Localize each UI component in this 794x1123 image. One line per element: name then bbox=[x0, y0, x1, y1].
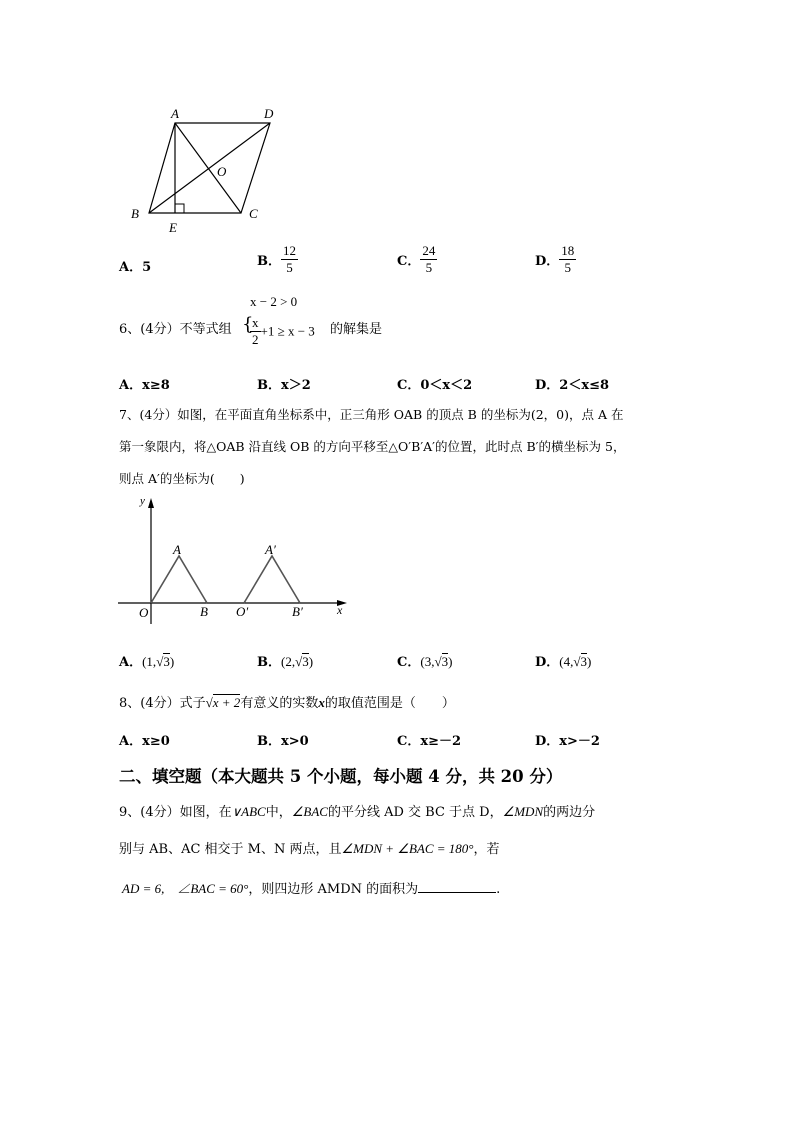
q9-line3: AD = 6, ∠BAC = 60°，则四边形 AMDN 的面积为 . bbox=[122, 881, 501, 897]
q6-option-c[interactable]: C．0＜x＜2 bbox=[397, 378, 473, 393]
coordinate-figure bbox=[118, 492, 352, 632]
q9-line2: 别与 AB、AC 相交于 M、N 两点，且∠MDN + ∠BAC = 180°，若 bbox=[119, 841, 500, 857]
label-a-prime: A′ bbox=[265, 542, 276, 557]
right-angle-mark bbox=[175, 204, 184, 213]
section2-heading: 二、填空题（本大题共 5 个小题，每小题 4 分，共 20 分） bbox=[119, 767, 563, 786]
q7-option-a[interactable]: A．(1,√3) bbox=[119, 654, 175, 670]
parallelogram-figure bbox=[125, 102, 285, 234]
label-o: O bbox=[139, 605, 149, 620]
q8-option-b[interactable]: B．x>0 bbox=[257, 734, 309, 749]
q5-option-c[interactable]: C． $\frac{24}{5}$ bbox=[397, 243, 436, 275]
fraction: $\frac{24}{5}$ bbox=[422, 243, 436, 275]
q8-option-a[interactable]: A．x≥0 bbox=[119, 734, 170, 749]
diagonal-bd bbox=[149, 123, 270, 213]
q6-option-a[interactable]: A．x≥8 bbox=[119, 378, 170, 393]
q6-brace: { bbox=[242, 314, 254, 335]
q5-option-b[interactable]: B． $\frac{12}{5}$ bbox=[257, 243, 296, 275]
q6-system-line1: x − 2 > 0 bbox=[250, 294, 298, 309]
label-x: x bbox=[337, 603, 343, 617]
label-b-prime: B′ bbox=[292, 604, 303, 619]
label-y: y bbox=[140, 495, 145, 507]
q9-line1: 9、(4分）如图，在∨ABC中，∠BAC的平分线 AD 交 BC 于点 D，∠MDN的两边分 bbox=[119, 804, 596, 820]
label-b: B bbox=[131, 206, 139, 221]
q6-prefix: 6、(4分）不等式组 bbox=[119, 322, 232, 337]
q7-line1: 7、(4分）如图，在平面直角坐标系中，正三角形 OAB 的顶点 B 的坐标为(2，0)，点 A 在 bbox=[119, 407, 624, 422]
y-axis-arrow bbox=[148, 498, 154, 508]
label-a: A bbox=[173, 542, 181, 557]
fraction: $\frac{18}{5}$ bbox=[561, 243, 575, 275]
q7-option-c[interactable]: C．(3,√3) bbox=[397, 654, 453, 670]
q7-line2: 第一象限内，将△OAB 沿直线 OB 的方向平移至△O′B′A′的位置，此时点 B′的横坐标为 5， bbox=[119, 439, 626, 454]
sqrt-symbol: √ bbox=[156, 654, 164, 669]
fraction: $\frac{12}{5}$ bbox=[283, 243, 296, 275]
sqrt-symbol: √ bbox=[573, 654, 581, 669]
diagonal-ac bbox=[175, 123, 241, 213]
q6-option-d[interactable]: D．2＜x≤8 bbox=[535, 378, 610, 393]
q8-line: 8、(4分）式子√x + 2有意义的实数x的取值范围是（ ） bbox=[119, 695, 455, 711]
fraction-x-over-2: $\frac{x}{2}$ bbox=[252, 315, 259, 347]
q7-option-b[interactable]: B．(2,√3) bbox=[257, 654, 314, 670]
sqrt-symbol: √ bbox=[434, 654, 442, 669]
q6-option-b[interactable]: B．x＞2 bbox=[257, 378, 311, 393]
q8-option-d[interactable]: D．x>－2 bbox=[535, 734, 600, 749]
sqrt-symbol: √ bbox=[295, 654, 303, 669]
label-a: A bbox=[171, 106, 179, 121]
q6-suffix: 的解集是 bbox=[330, 322, 383, 337]
q7-option-d[interactable]: D．(4,√3) bbox=[535, 654, 592, 670]
triangle-oab bbox=[151, 556, 207, 603]
label-e: E bbox=[169, 220, 177, 234]
label-b: B bbox=[200, 604, 208, 619]
q6-system-line2: $\frac{x}{2}$ +1 ≥ x − 3 bbox=[252, 315, 315, 347]
answer-blank[interactable] bbox=[418, 880, 496, 893]
q5-option-a[interactable]: A．5 bbox=[119, 260, 152, 275]
label-o: O bbox=[217, 164, 227, 179]
label-o-prime: O′ bbox=[236, 604, 249, 619]
q7-line3: 则点 A′的坐标为( ) bbox=[119, 471, 245, 486]
label-c: C bbox=[249, 206, 258, 221]
q8-option-c[interactable]: C．x≥－2 bbox=[397, 734, 462, 749]
label-d: D bbox=[264, 106, 274, 121]
sqrt-symbol: √ bbox=[205, 695, 213, 710]
q5-option-d[interactable]: D． $\frac{18}{5}$ bbox=[535, 243, 575, 275]
triangle-o2a2b2 bbox=[244, 556, 300, 603]
